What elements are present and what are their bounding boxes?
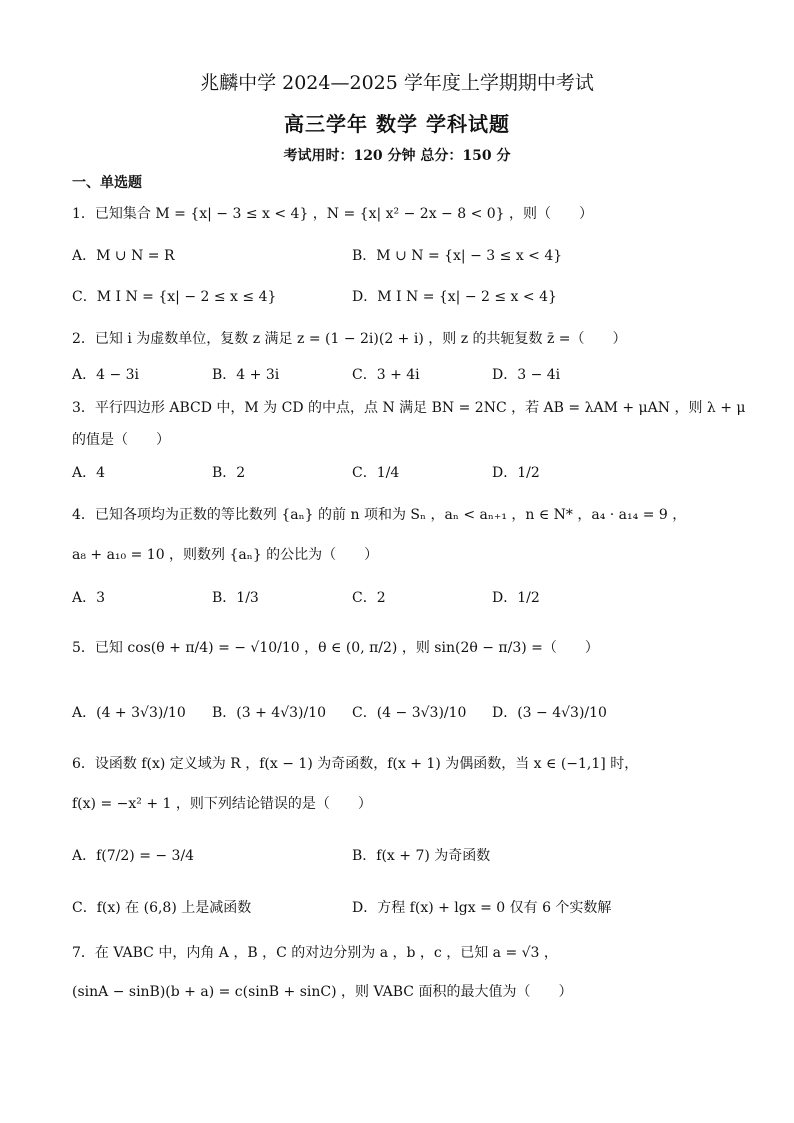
question-5-choice-b: B．(3 + 4√3)/10 [212, 705, 327, 721]
question-1-choice-b: B．M ∪ N = {x| − 3 ≤ x < 4} [352, 248, 563, 264]
question-4-stem-line-2: a₈ + a₁₀ = 10 ，则数列 {aₙ} 的公比为（ ） [72, 547, 379, 563]
question-1-stem: 1．已知集合 M = {x| − 3 ≤ x < 4} ，N = {x| x² − 2x − 8 < 0} ，则（ ） [72, 206, 594, 222]
question-4-choice-d: D．1/2 [492, 590, 540, 606]
question-1-choice-c: C．M I N = {x| − 2 ≤ x ≤ 4} [72, 289, 277, 305]
question-3-choice-d: D．1/2 [492, 465, 540, 481]
question-6-choice-d: D．方程 f(x) + lgx = 0 仅有 6 个实数解 [352, 900, 612, 916]
question-7-stem-line-1: 7．在 VABC 中，内角 A ，B ，C 的对边分别为 a ，b ，c ，已知 a = √3 ， [72, 945, 558, 961]
question-5-stem: 5．已知 cos(θ + π/4) = − √10/10 ，θ ∈ (0, π/2) ，则 sin(2θ − π/3) =（ ） [72, 640, 599, 656]
question-5-choice-a: A．(4 + 3√3)/10 [72, 705, 186, 721]
question-4-choice-b: B．1/3 [212, 590, 259, 606]
question-5-choice-d: D．(3 − 4√3)/10 [492, 705, 607, 721]
question-7-stem-line-2: (sinA − sinB)(b + a) = c(sinB + sinC) ，则 VABC 面积的最大值为（ ） [72, 984, 573, 1000]
question-3-choice-a: A．4 [72, 465, 106, 481]
question-2-stem: 2．已知 i 为虚数单位，复数 z 满足 z = (1 − 2i)(2 + i) ，则 z 的共轭复数 z̄ =（ ） [72, 331, 627, 347]
question-3-stem-line-2: 的值是（ ） [72, 432, 170, 448]
question-3-stem-line-1: 3．平行四边形 ABCD 中，M 为 CD 的中点，点 N 满足 BN = 2NC ，若 AB = λAM + μAN ，则 λ + μ [72, 400, 746, 416]
question-2-choice-b: B．4 + 3i [212, 367, 280, 383]
question-4-choice-c: C．2 [352, 590, 386, 606]
section-title: 一、单选题 [72, 175, 142, 191]
question-6-choice-a: A．f(7/2) = − 3/4 [72, 848, 195, 864]
question-6-choice-b: B．f(x + 7) 为奇函数 [352, 848, 491, 864]
question-1-choice-a: A．M ∪ N = R [72, 248, 175, 264]
question-6-choice-c: C．f(x) 在 (6,8) 上是减函数 [72, 900, 252, 916]
question-5-choice-c: C．(4 − 3√3)/10 [352, 705, 467, 721]
question-2-choice-c: C．3 + 4i [352, 367, 420, 383]
question-3-choice-c: C．1/4 [352, 465, 400, 481]
question-6-stem-line-1: 6．设函数 f(x) 定义域为 R ，f(x − 1) 为奇函数，f(x + 1) 为偶函数，当 x ∈ (−1,1] 时， [72, 756, 639, 772]
question-6-stem-line-2: f(x) = −x² + 1 ，则下列结论错误的是（ ） [72, 796, 372, 812]
exam-info: 考试用时：120 分钟 总分：150 分 [283, 148, 511, 164]
question-4-choice-a: A．3 [72, 590, 106, 606]
question-4-stem-line-1: 4．已知各项均为正数的等比数列 {aₙ} 的前 n 项和为 Sₙ ，aₙ < aₙ₊₁ ，n ∈ N* ，a₄ · a₁₄ = 9 ， [72, 507, 687, 523]
question-2-choice-d: D．3 − 4i [492, 367, 561, 383]
exam-subtitle: 高三学年 数学 学科试题 [284, 112, 510, 136]
question-1-choice-d: D．M I N = {x| − 2 ≤ x < 4} [352, 289, 557, 305]
question-3-choice-b: B．2 [212, 465, 246, 481]
exam-title: 兆麟中学 2024—2025 学年度上学期期中考试 [200, 72, 594, 94]
question-2-choice-a: A．4 − 3i [72, 367, 140, 383]
